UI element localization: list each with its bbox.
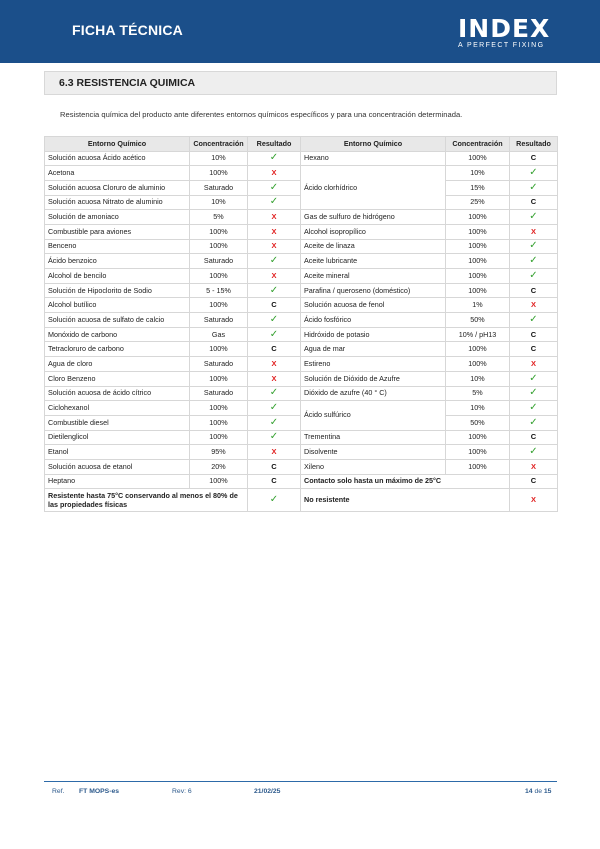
section-title: 6.3 RESISTENCIA QUIMICA: [59, 77, 196, 89]
table-row: [45, 401, 558, 416]
check-icon: ✓: [269, 255, 279, 267]
chemical-name: Alcohol isopropílico: [301, 224, 446, 239]
cross-icon: X: [271, 241, 277, 251]
concentration: 100%: [446, 210, 510, 225]
concentration: 100%: [446, 342, 510, 357]
check-icon: ✓: [529, 240, 538, 252]
result-cell: [510, 224, 558, 239]
table-row: [45, 151, 558, 166]
check-icon: ✓: [269, 416, 279, 428]
chemical-name: Aceite mineral: [301, 269, 446, 284]
chemical-name: Xileno: [301, 459, 446, 474]
table-row: [45, 357, 558, 372]
result-cell: [248, 445, 301, 460]
footer-revision: Rev: 6: [172, 788, 192, 795]
chemical-name: Dióxido de azufre (40 ° C): [301, 386, 446, 401]
check-icon: ✓: [269, 313, 279, 325]
chemical-name: Solución acuosa Nitrato de aluminio: [45, 195, 190, 210]
result-cell: [510, 430, 558, 445]
concentration: Gas: [190, 327, 248, 342]
legend-row: [45, 489, 558, 512]
concentration: Saturado: [190, 313, 248, 328]
conditional-mark: C: [530, 329, 537, 339]
table-row: [45, 313, 558, 328]
footer-ref-label: Ref.: [52, 788, 65, 795]
cross-icon: X: [271, 358, 277, 368]
chemical-resistance-table: [44, 136, 558, 512]
result-cell: [248, 180, 301, 195]
chemical-name: Solución acuosa de ácido cítrico: [45, 386, 190, 401]
table-row: [45, 210, 558, 225]
section-header: [44, 71, 557, 95]
concentration: 5 - 15%: [190, 283, 248, 298]
chemical-name: Aceite de linaza: [301, 239, 446, 254]
concentration: Saturado: [190, 180, 248, 195]
conditional-mark: C: [530, 197, 537, 207]
result-cell: [510, 298, 558, 313]
chemical-name: Aceite lubricante: [301, 254, 446, 269]
cross-icon: X: [530, 495, 536, 505]
result-cell: [248, 313, 301, 328]
chemical-name: Tetracloruro de carbono: [45, 342, 190, 357]
concentration: 100%: [446, 269, 510, 284]
concentration: 5%: [190, 210, 248, 225]
chemical-name: Ciclohexanol: [45, 401, 190, 416]
chemical-name: Alcohol de bencilo: [45, 269, 190, 284]
concentration: 50%: [446, 415, 510, 430]
result-cell: [510, 254, 558, 269]
check-icon: ✓: [529, 313, 538, 325]
chemical-name: Agua de mar: [301, 342, 446, 357]
check-icon: ✓: [269, 152, 279, 164]
concentration: 95%: [190, 445, 248, 460]
table-row: [45, 224, 558, 239]
page-header: [0, 0, 600, 63]
concentration: Saturado: [190, 254, 248, 269]
chemical-name: Cloro Benzeno: [45, 371, 190, 386]
chemical-name: Trementina: [301, 430, 446, 445]
concentration: 10%: [446, 401, 510, 416]
check-icon: ✓: [529, 387, 538, 399]
footer-ref-value: FT MOPS-es: [79, 788, 120, 795]
concentration: 100%: [190, 474, 248, 489]
chemical-name: Ácido clorhídrico: [301, 166, 446, 210]
cross-icon: X: [271, 212, 277, 222]
table-header-row: [45, 137, 558, 152]
conditional-mark: C: [530, 344, 537, 354]
concentration: 100%: [446, 254, 510, 269]
result-cell: [510, 239, 558, 254]
result-cell: [510, 342, 558, 357]
chemical-name: Hidróxido de potasio: [301, 327, 446, 342]
concentration: Saturado: [190, 386, 248, 401]
chemical-name: Dietilenglicol: [45, 430, 190, 445]
page-of: de: [534, 788, 543, 795]
result-cell: [510, 210, 558, 225]
concentration: 10% / pH13: [446, 327, 510, 342]
check-icon: ✓: [269, 494, 279, 506]
table-row: [45, 298, 558, 313]
check-icon: ✓: [269, 196, 279, 208]
conditional-mark: C: [530, 153, 537, 163]
check-icon: ✓: [529, 446, 538, 458]
check-icon: ✓: [529, 181, 538, 193]
chemical-name: Estireno: [301, 357, 446, 372]
result-cell: [248, 298, 301, 313]
cross-icon: X: [530, 300, 536, 310]
cross-icon: X: [271, 447, 277, 457]
table-row: [45, 430, 558, 445]
concentration: 1%: [446, 298, 510, 313]
chemical-name: Hexano: [301, 151, 446, 166]
brand-logo: [458, 16, 562, 50]
result-cell: [510, 327, 558, 342]
table-row: [45, 371, 558, 386]
chemical-name: Gas de sulfuro de hidrógeno: [301, 210, 446, 225]
chemical-name: Monóxido de carbono: [45, 327, 190, 342]
concentration: 100%: [190, 371, 248, 386]
chemical-name: Solución acuosa Cloruro de aluminio: [45, 180, 190, 195]
result-cell: [248, 430, 301, 445]
footer-date: 21/02/25: [254, 788, 281, 795]
table-row: [45, 459, 558, 474]
page-total: 15: [543, 788, 552, 795]
chemical-name: Parafina / queroseno (doméstico): [301, 283, 446, 298]
result-cell: [248, 239, 301, 254]
check-icon: ✓: [269, 328, 279, 340]
cross-icon: X: [530, 358, 536, 368]
concentration: Saturado: [190, 357, 248, 372]
concentration: 100%: [190, 239, 248, 254]
result-cell: [248, 459, 301, 474]
conditional-mark: C: [271, 476, 277, 486]
result-cell: [248, 283, 301, 298]
legend-resistant-text: Resistente hasta 75°C conservando al menos el 80% de las propiedades físicas: [45, 489, 248, 512]
check-icon: ✓: [529, 255, 538, 267]
result-cell: [248, 166, 301, 181]
result-cell: [248, 254, 301, 269]
result-cell: [248, 474, 301, 489]
result-cell: [248, 357, 301, 372]
chemical-name: Acetona: [45, 166, 190, 181]
footer-divider: [44, 781, 557, 782]
cross-icon: X: [271, 373, 277, 383]
result-cell: [248, 151, 301, 166]
result-cell: [510, 489, 558, 512]
col-header: Entorno Químico: [45, 137, 190, 152]
concentration: 100%: [190, 401, 248, 416]
result-cell: [510, 386, 558, 401]
conditional-mark: C: [530, 285, 537, 295]
legend-not-resistant-text: No resistente: [301, 489, 510, 512]
concentration: 25%: [446, 195, 510, 210]
result-cell: [248, 195, 301, 210]
chemical-name: Agua de cloro: [45, 357, 190, 372]
check-icon: ✓: [269, 402, 279, 414]
concentration: 100%: [446, 239, 510, 254]
chemical-name: Solución acuosa de etanol: [45, 459, 190, 474]
result-cell: [510, 357, 558, 372]
result-cell: [510, 151, 558, 166]
result-cell: [510, 313, 558, 328]
chemical-name: Solución de amoniaco: [45, 210, 190, 225]
chemical-name: Ácido sulfúrico: [301, 401, 446, 430]
conditional-mark: C: [271, 300, 277, 310]
result-cell: [510, 401, 558, 416]
chemical-name: Ácido fosfórico: [301, 313, 446, 328]
result-cell: [248, 327, 301, 342]
footer-page-number: [525, 788, 551, 795]
result-cell: [248, 415, 301, 430]
cross-icon: X: [271, 270, 277, 280]
result-cell: [248, 210, 301, 225]
result-cell: [510, 166, 558, 181]
chemical-name: Combustible para aviones: [45, 224, 190, 239]
intro-text: Resistencia química del producto ante diferentes entornos químicos específicos y para una concentración determinada.: [60, 110, 463, 119]
result-cell: [510, 371, 558, 386]
table-row: [45, 254, 558, 269]
check-icon: ✓: [269, 387, 279, 399]
result-cell: [248, 401, 301, 416]
chemical-name: Ácido benzoico: [45, 254, 190, 269]
concentration: 100%: [446, 430, 510, 445]
check-icon: ✓: [529, 416, 538, 428]
concentration: 100%: [190, 430, 248, 445]
concentration: 10%: [190, 151, 248, 166]
result-cell: [248, 371, 301, 386]
chemical-name: Solución acuosa de fenol: [301, 298, 446, 313]
table-row: [45, 269, 558, 284]
result-cell: [510, 445, 558, 460]
col-header: Entorno Químico: [301, 137, 446, 152]
conditional-mark: C: [530, 476, 537, 486]
col-header: Concentración: [446, 137, 510, 152]
cross-icon: X: [530, 226, 536, 236]
table-row: [45, 239, 558, 254]
logo-tagline: A PERFECT FIXING: [458, 42, 545, 49]
concentration: 100%: [190, 298, 248, 313]
result-cell: [248, 224, 301, 239]
document-title: FICHA TÉCNICA: [72, 22, 183, 38]
concentration: 10%: [446, 371, 510, 386]
check-icon: ✓: [269, 431, 279, 443]
concentration: 20%: [190, 459, 248, 474]
chemical-name: Solución de Hipoclorito de Sodio: [45, 283, 190, 298]
concentration: 100%: [446, 224, 510, 239]
chemical-name: Contacto solo hasta un máximo de 25°C: [301, 474, 510, 489]
concentration: 15%: [446, 180, 510, 195]
chemical-name: Alcohol butílico: [45, 298, 190, 313]
cross-icon: X: [271, 168, 277, 178]
check-icon: ✓: [529, 402, 538, 414]
chemical-name: Etanol: [45, 445, 190, 460]
concentration: 100%: [190, 269, 248, 284]
table-row: [45, 283, 558, 298]
concentration: 10%: [190, 195, 248, 210]
chemical-name: Disolvente: [301, 445, 446, 460]
result-cell: [510, 459, 558, 474]
concentration: 100%: [446, 445, 510, 460]
col-header: Concentración: [190, 137, 248, 152]
cross-icon: X: [530, 461, 536, 471]
result-cell: [510, 415, 558, 430]
chemical-name: Solución de Dióxido de Azufre: [301, 371, 446, 386]
col-header: Resultado: [248, 137, 301, 152]
chemical-name: Solución acuosa de sulfato de calcio: [45, 313, 190, 328]
result-cell: [510, 180, 558, 195]
conditional-mark: C: [530, 432, 537, 442]
table-row: [45, 166, 558, 181]
conditional-mark: C: [271, 461, 277, 471]
check-icon: ✓: [529, 372, 538, 384]
page-current: 14: [525, 788, 533, 795]
concentration: 100%: [190, 166, 248, 181]
result-cell: [248, 386, 301, 401]
concentration: 100%: [190, 224, 248, 239]
chemical-name: Combustible diesel: [45, 415, 190, 430]
concentration: 100%: [446, 357, 510, 372]
col-header: Resultado: [510, 137, 558, 152]
chemical-name: Heptano: [45, 474, 190, 489]
concentration: 100%: [446, 151, 510, 166]
table-row: [45, 327, 558, 342]
table-row: [45, 474, 558, 489]
result-cell: [248, 342, 301, 357]
result-cell: [248, 489, 301, 512]
result-cell: [510, 195, 558, 210]
result-cell: [248, 269, 301, 284]
chemical-name: Benceno: [45, 239, 190, 254]
concentration: 5%: [446, 386, 510, 401]
conditional-mark: C: [271, 344, 277, 354]
check-icon: ✓: [269, 284, 279, 296]
concentration: 100%: [190, 415, 248, 430]
result-cell: [510, 269, 558, 284]
concentration: 50%: [446, 313, 510, 328]
check-icon: ✓: [269, 181, 279, 193]
concentration: 10%: [446, 166, 510, 181]
check-icon: ✓: [529, 167, 538, 179]
check-icon: ✓: [529, 211, 538, 223]
concentration: 100%: [190, 342, 248, 357]
cross-icon: X: [271, 226, 277, 236]
table-row: [45, 445, 558, 460]
table-row: [45, 342, 558, 357]
table-row: [45, 386, 558, 401]
concentration: 100%: [446, 283, 510, 298]
logo-wordmark: INDEX: [458, 14, 551, 43]
concentration: 100%: [446, 459, 510, 474]
result-cell: [510, 283, 558, 298]
result-cell: [510, 474, 558, 489]
chemical-name: Solución acuosa Ácido acético: [45, 151, 190, 166]
check-icon: ✓: [529, 269, 538, 281]
